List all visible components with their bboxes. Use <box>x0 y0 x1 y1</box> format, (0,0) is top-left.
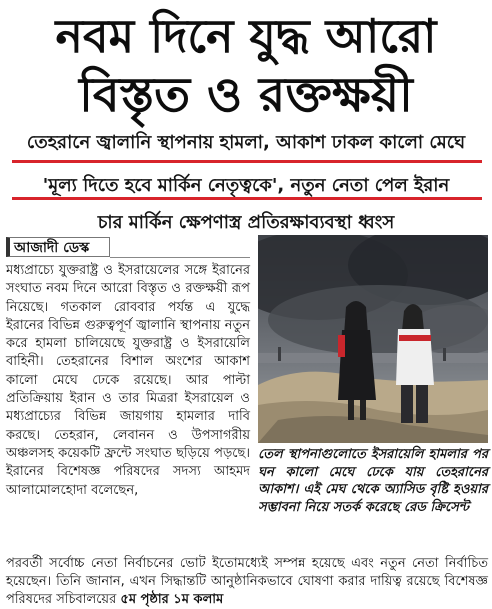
red-divider-2 <box>12 197 482 200</box>
byline-underline <box>110 257 250 258</box>
subhead-2: 'মূল্য দিতে হবে মার্কিন নেতৃত্বকে', নতুন নেতা পেল ইরান <box>42 175 450 196</box>
headline-line-2: বিস্তৃত ও রক্তক্ষয়ী <box>79 67 413 123</box>
continued-text: পরবর্তী সর্বোচ্চ নেতা নির্বাচনের ভোট ইতোমধ্যেই সম্পন্ন হয়েছে এবং নতুন নেতা নির্বাচিত হয়েছেন। তিনি জানান, এখন সিদ্ধান্তটি আনুষ্ঠানিকভাবে ঘোষণা করার দায়িত্ব রয়েছে বিশেষজ্ঞ পরিষদের সচিবালয়ের <box>6 556 488 607</box>
article-paragraph: মধ্যপ্রাচ্যে যুক্তরাষ্ট্র ও ইসরায়েলের সঙ্গে ইরানের সংঘাত নবম দিনে আরো বিস্তৃত ও রক্তক্ষয়ী রূপ নিয়েছে। গতকাল রোববার পর্যন্ত এ যুদ্ধে ইরানের বিভিন্ন গুরুত্বপূর্ণ জ্বালানি স্থাপনায় নতুন করে হামলা চালিয়েছে যুক্তরাষ্ট্র ও ইসরায়েলি বাহিনী। তেহরানের বিশাল অংশের আকাশ কালো মেঘে ঢেকে রয়েছে। আর পাল্টা প্রতিক্রিয়ায় ইরান ও তার মিত্ররা ইসরায়েল ও মধ্যপ্রাচ্যের বিভিন্ন জায়গায় হামলার দাবি করছে। তেহরান, লেবানন ও উপসাগরীয় অঞ্চলসহ কয়েকটি ফ্রন্টে সংঘাত ছড়িয়ে পড়ছে। ইরানের বিশেষজ্ঞ পরিষদের সদস্য আহমদ আলামোলহোদা বলেছেন, <box>6 263 250 498</box>
article-paragraph-continued <box>6 555 488 609</box>
news-photo <box>258 235 488 443</box>
continued-on-page-link[interactable]: ৫ম পৃষ্ঠার ১ম কলাম <box>120 592 224 607</box>
desk-byline: আজাদী ডেস্ক <box>6 237 110 257</box>
red-divider-1 <box>12 160 482 163</box>
headline-line-1: নবম দিনে যুদ্ধ আরো <box>55 9 437 63</box>
article-body-column <box>6 262 250 500</box>
smoke-scene-illustration <box>258 235 488 443</box>
photo-caption: তেল স্থাপনাগুলোতে ইসরায়েলি হামলার পর ঘন কালো মেঘে ঢেকে যায় তেহরানের আকাশ। এই মেঘ থেকে অ্যাসিড বৃষ্টি হওয়ার সম্ভাবনা নিয়ে সতর্ক করেছে রেড ক্রিসেন্ট <box>258 447 488 515</box>
subhead-3: চার মার্কিন ক্ষেপণাস্ত্র প্রতিরক্ষাব্যবস্থা ধ্বংস <box>97 212 395 233</box>
article-body-continued <box>6 555 488 609</box>
subhead-1: তেহরানে জ্বালানি স্থাপনায় হামলা, আকাশ ঢাকল কালো মেঘে <box>26 132 466 153</box>
